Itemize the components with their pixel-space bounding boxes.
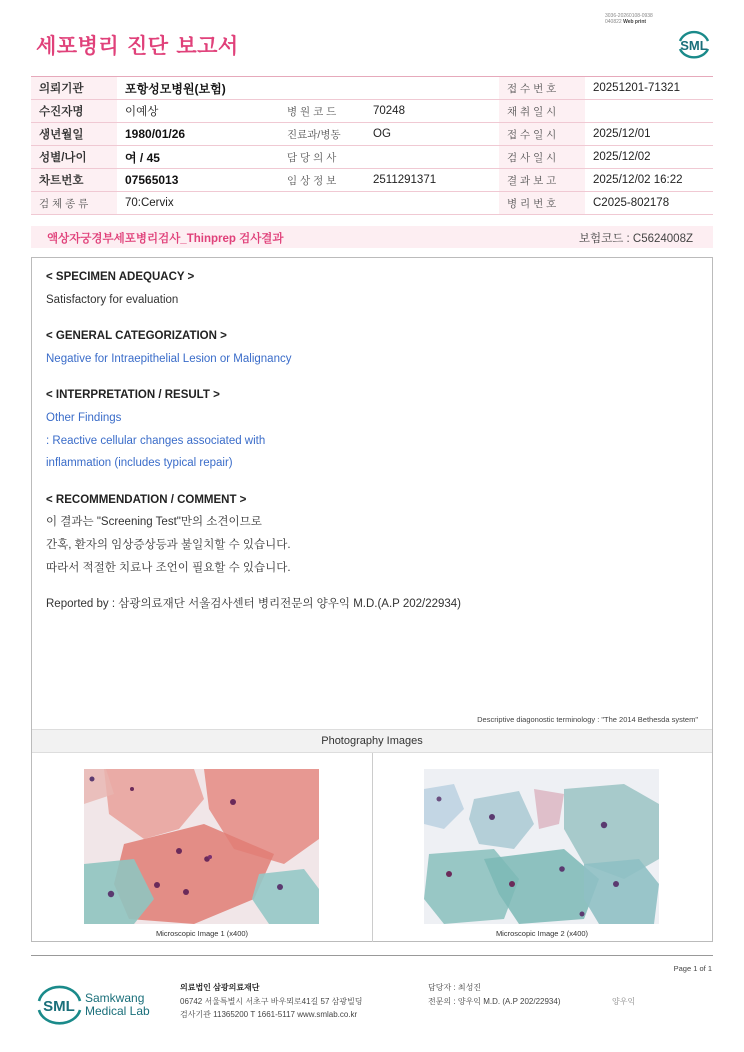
svg-text:SML: SML xyxy=(680,38,708,53)
value-patient-name: 이예상 xyxy=(117,100,279,123)
org-name: 의료법인 삼광의료재단 xyxy=(180,983,260,992)
print-meta-id: 3036-20260108-0938 xyxy=(605,13,653,19)
label-sex-age: 성별/나이 xyxy=(31,146,117,169)
info-row xyxy=(31,146,713,169)
interpretation-line: inflammation (includes typical repair) xyxy=(46,457,233,470)
recommendation-line: 간혹, 환자의 임상증상등과 불일치할 수 있습니다. xyxy=(46,538,291,551)
label-patient-name: 수진자명 xyxy=(31,100,117,123)
test-title-bar xyxy=(31,226,713,248)
label-clinical-info: 임 상 정 보 xyxy=(279,169,365,192)
info-row xyxy=(31,77,713,100)
microscopic-image-1 xyxy=(84,769,319,924)
value-birthdate: 1980/01/26 xyxy=(117,123,279,146)
footer-organization xyxy=(180,981,363,1022)
info-row xyxy=(31,123,713,146)
label-test-time: 검 사 일 시 xyxy=(499,146,585,169)
value-accession: 20251201-71321 xyxy=(585,77,713,100)
value-test-time: 2025/12/02 xyxy=(585,146,713,169)
photo-divider xyxy=(372,753,373,942)
svg-text:Medical Lab: Medical Lab xyxy=(85,1004,150,1018)
microscopic-image-2 xyxy=(424,769,659,924)
label-specimen-type: 검 체 종 류 xyxy=(31,192,117,215)
value-physician xyxy=(365,146,499,169)
label-birthdate: 생년월일 xyxy=(31,123,117,146)
value-requester: 포항성모병원(보험) xyxy=(117,77,499,100)
footer-divider xyxy=(31,955,713,956)
value-report-time: 2025/12/02 16:22 xyxy=(585,169,713,192)
print-meta-code: 040822 xyxy=(605,19,622,25)
print-meta xyxy=(605,13,653,25)
staff-in-charge: 담당자 : 최성진 xyxy=(428,983,482,992)
photo-section-header: Photography Images xyxy=(32,729,712,753)
interpretation-line: : Reactive cellular changes associated with xyxy=(46,434,266,447)
value-sex-age: 여 / 45 xyxy=(117,146,279,169)
label-collection-time: 채 취 일 시 xyxy=(499,100,585,123)
value-department: OG xyxy=(365,123,499,146)
label-department: 진료과/병동 xyxy=(279,123,365,146)
print-meta-mode: Web print xyxy=(623,19,647,25)
interpretation-heading: < INTERPRETATION / RESULT > xyxy=(46,389,220,402)
image-2-caption: Microscopic Image 2 (x400) xyxy=(495,929,589,938)
categorization-heading: < GENERAL CATEGORIZATION > xyxy=(46,330,227,343)
value-received-time: 2025/12/01 xyxy=(585,123,713,146)
info-row xyxy=(31,100,713,123)
label-accession: 접 수 번 호 xyxy=(499,77,585,100)
label-chart-number: 차트번호 xyxy=(31,169,117,192)
svg-text:SML: SML xyxy=(43,998,75,1015)
adequacy-value: Satisfactory for evaluation xyxy=(46,293,179,306)
test-name: 액상자궁경부세포병리검사_Thinprep 검사결과 xyxy=(47,233,284,245)
reported-by: Reported by : 삼광의료재단 서울검사센터 병리전문의 양우익 M.D.(A.P 202/22934) xyxy=(46,598,462,611)
samkwang-logo-icon xyxy=(36,980,156,1028)
label-hospital-code: 병 원 코 드 xyxy=(279,100,365,123)
label-pathology-number: 병 리 번 호 xyxy=(499,192,585,215)
value-collection-time xyxy=(585,100,713,123)
label-received-time: 접 수 일 시 xyxy=(499,123,585,146)
label-physician: 담 당 의 사 xyxy=(279,146,365,169)
signature: 양우익 xyxy=(612,997,636,1006)
info-row xyxy=(31,192,713,215)
result-text xyxy=(46,266,461,616)
recommendation-line: 따라서 적절한 치료나 조언이 필요할 수 있습니다. xyxy=(46,561,291,574)
recommendation-heading: < RECOMMENDATION / COMMENT > xyxy=(46,493,247,506)
adequacy-heading: < SPECIMEN ADEQUACY > xyxy=(46,271,195,283)
sml-logo-icon xyxy=(674,26,714,62)
value-clinical-info: 2511291371 xyxy=(365,169,499,192)
value-hospital-code: 70248 xyxy=(365,100,499,123)
report-title: 세포병리 진단 보고서 xyxy=(36,34,239,58)
terminology-note: Descriptive diagonostic terminology : "The 2014 Bethesda system" xyxy=(477,715,698,724)
info-row xyxy=(31,169,713,192)
categorization-value: Negative for Intraepithelial Lesion or Malignancy xyxy=(46,352,292,365)
org-contact: 검사기관 11365200 T 1661-5117 www.smlab.co.kr xyxy=(180,1010,358,1019)
specialist: 전문의 : 양우익 M.D. (A.P 202/22934) xyxy=(428,996,561,1006)
label-requester: 의뢰기관 xyxy=(31,77,117,100)
recommendation-line: 이 결과는 "Screening Test"만의 소견이므로 xyxy=(46,516,262,529)
footer-signatories xyxy=(428,981,561,1008)
insurance-code: 보험코드 : C5624008Z xyxy=(578,233,693,245)
value-chart-number: 07565013 xyxy=(117,169,279,192)
patient-info-table xyxy=(31,76,713,215)
result-panel xyxy=(31,257,713,942)
image-1-caption: Microscopic Image 1 (x400) xyxy=(155,929,249,938)
svg-text:Samkwang: Samkwang xyxy=(85,991,145,1005)
interpretation-line: Other Findings xyxy=(46,411,122,424)
label-report-time: 결 과 보 고 xyxy=(499,169,585,192)
value-pathology-number: C2025-802178 xyxy=(585,192,713,215)
org-address: 06742 서울특별시 서초구 바우뫼로41길 57 삼광빌딩 xyxy=(180,996,363,1006)
value-specimen-type: 70:Cervix xyxy=(117,192,499,215)
page-number: Page 1 of 1 xyxy=(673,964,712,973)
